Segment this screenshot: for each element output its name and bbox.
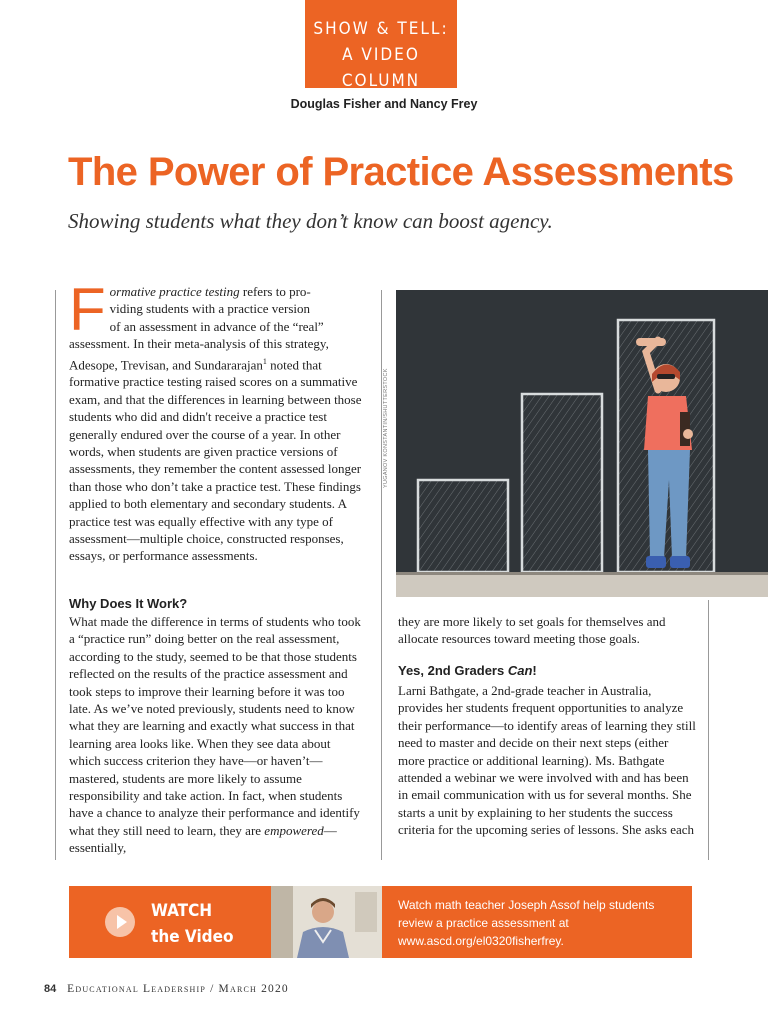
- intro-body-b: noted that formative practice testing raised scores on a summative exam, and that the differences in learning between those students who did and didn't receive a practice test generally endured over the course of a year. In other words, when students are given practice versions of assessments, they remember the content assessed longer than those who don’t take a practice test. These findings applied to both elementary and secondary students. A practice test was equally effective with any type of assessment—multiple choice, constructed responses, essays, or performance assessments.: [69, 356, 362, 564]
- intro-paragraph: [69, 276, 365, 565]
- why-body-b: —essentially,: [69, 822, 337, 856]
- chalkboard-illustration: [396, 290, 768, 597]
- column-rule-left: [55, 290, 56, 860]
- column-rule-middle: [381, 290, 382, 860]
- heading-2nd-graders-emph: Can: [507, 663, 533, 678]
- watch-label[interactable]: [151, 898, 234, 950]
- photo-credit: YUGANOV KONSTANTIN/SHUTTERSTOCK: [383, 368, 389, 488]
- section-2nd-graders-body: Larni Bathgate, a 2nd-grade teacher in Australia, provides her students frequent opportunities to analyze their performance—to identify areas of learning they still need to master and decide on their next steps (either more practice or additional learning). Ms. Bathgate attended a webinar we were involved with and has been in email communication with us for several months. She starts a unit by explaining to her students the success criteria for the upcoming series of lessons. She asks each: [398, 683, 696, 838]
- column-banner: [305, 0, 457, 91]
- continuation-paragraph: they are more likely to set goals for themselves and allocate resources toward meeting those goals.: [398, 614, 666, 647]
- intro-body-a: assessment. In their meta-analysis of this strategy, Adesope, Trevisan, and Sundararajan: [69, 336, 329, 372]
- intro-line-3: of an assessment in advance of the “real”: [109, 318, 324, 334]
- section-heading-2nd-graders: [398, 663, 537, 678]
- video-thumbnail[interactable]: [271, 886, 382, 958]
- banner-line-1: SHOW & TELL:: [313, 19, 449, 39]
- article-subtitle: Showing students what they don’t know can boost agency.: [68, 209, 553, 233]
- watch-video-bar[interactable]: [69, 886, 692, 958]
- section-why-body: [69, 613, 365, 857]
- author-byline: Douglas Fisher and Nancy Frey: [290, 97, 478, 111]
- page-number: 84: [44, 983, 57, 995]
- footnote-marker: 1: [262, 356, 267, 366]
- section-heading-why: Why Does It Work?: [69, 596, 188, 611]
- publication-line: Educational Leadership / March 2020: [67, 983, 289, 995]
- watch-line-1: WATCH: [151, 901, 213, 921]
- intro-line-1-rest: refers to pro-: [239, 284, 311, 299]
- intro-line-2: viding students with a practice version: [109, 301, 311, 317]
- heading-2nd-graders-a: Yes, 2nd Graders: [398, 663, 508, 678]
- page-footer: [44, 983, 289, 995]
- watch-caption[interactable]: Watch math teacher Joseph Assof help students review a practice assessment at www.ascd.org/el0320fisherfrey.: [398, 898, 655, 948]
- heading-2nd-graders-b: !: [532, 663, 537, 678]
- play-icon[interactable]: [105, 907, 135, 937]
- intro-italic-lead: ormative practice testing: [109, 284, 240, 299]
- drop-cap: F: [69, 276, 106, 343]
- article-title: The Power of Practice Assessments: [68, 150, 734, 194]
- banner-line-2: A VIDEO COLUMN: [341, 45, 421, 91]
- column-rule-right: [708, 600, 709, 860]
- why-body-emphasis: empowered: [264, 822, 324, 838]
- presenter-thumbnail-graphic: [271, 886, 382, 958]
- watch-line-2: the Video: [151, 927, 234, 947]
- why-body-a: What made the difference in terms of students who took a “practice run” doing better on the real assessment, according to the study, seemed to be that those students reflected on the results of the practice assessment and took steps to improve their learning before it was too late. As we’ve noted previously, students need to know what they are learning and exactly what success in that learning area looks like. When they see data about which success criterion they have—or haven’t—mastered, students are more likely to assume responsibility and take action. In fact, when students have a chance to analyze their performance and identify what they still need to learn, they are: [69, 614, 361, 838]
- chalkboard-photo: [396, 290, 768, 597]
